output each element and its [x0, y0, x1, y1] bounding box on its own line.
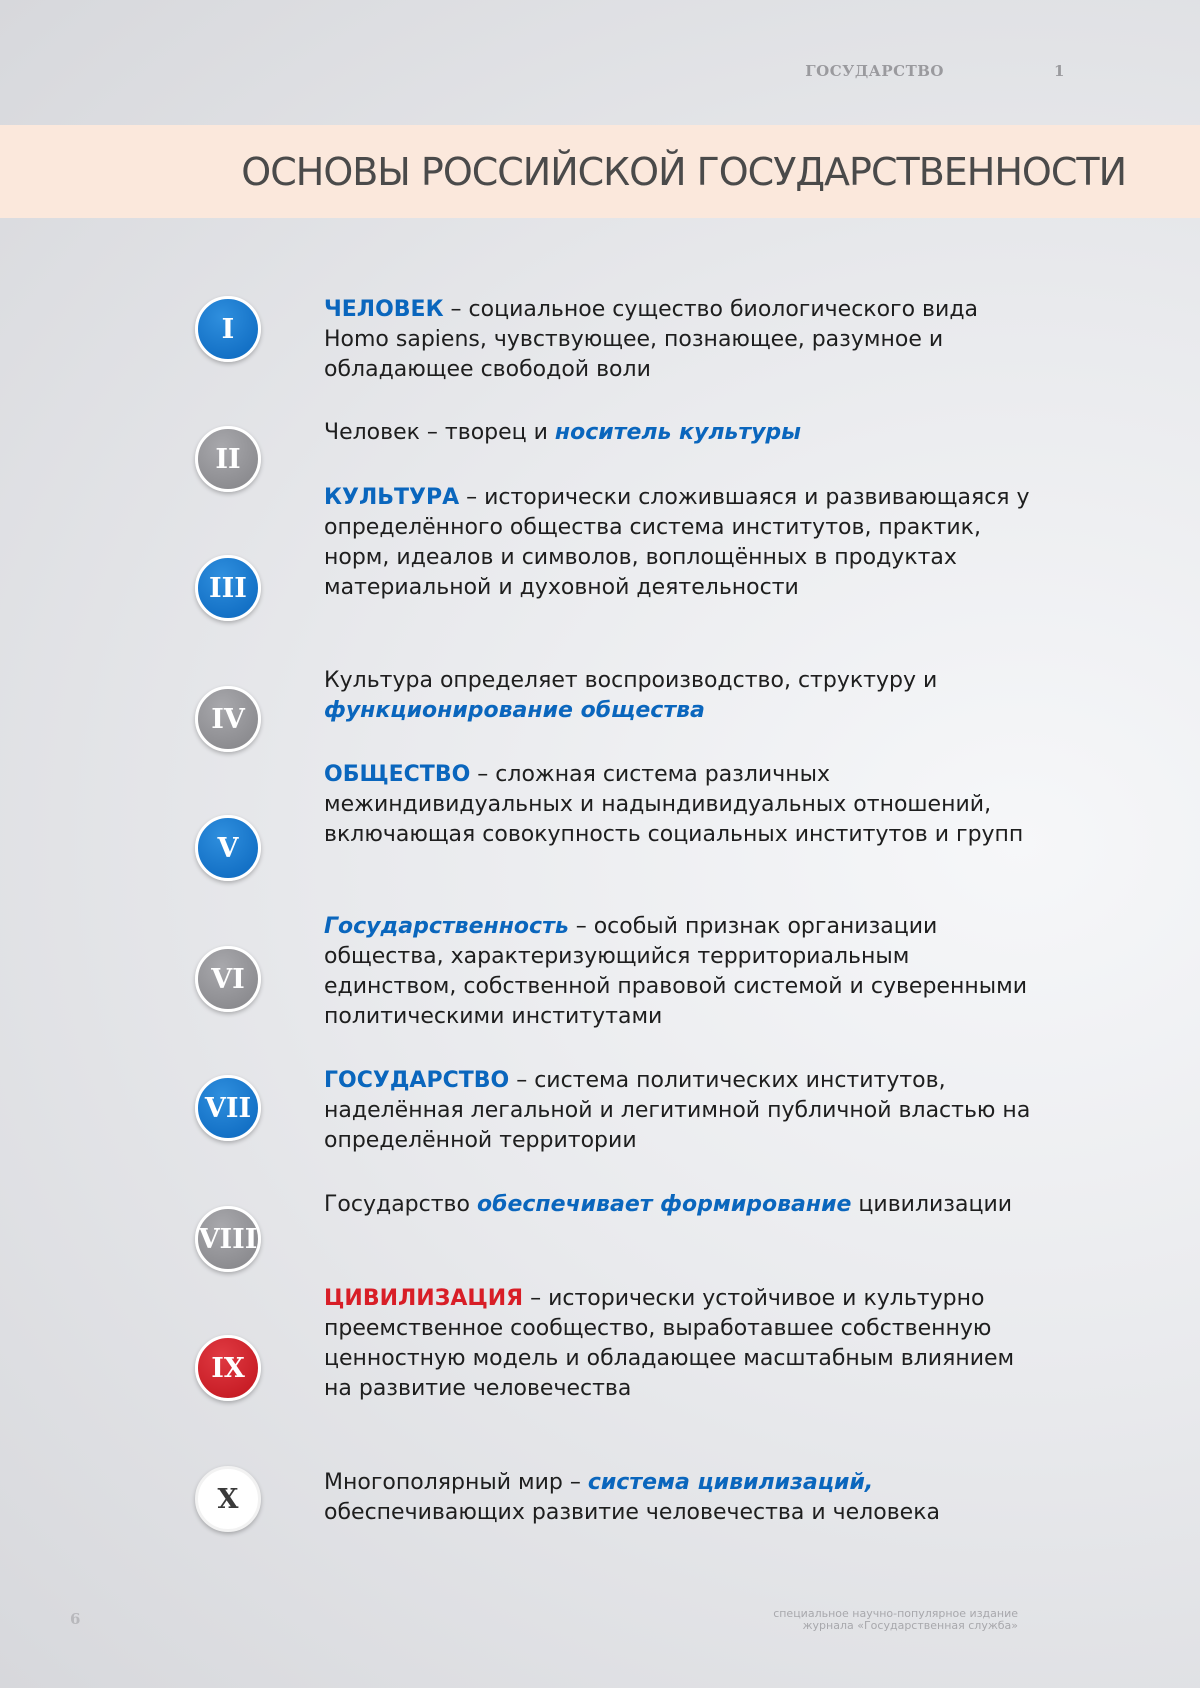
numeral-badge-9: IX — [195, 1335, 261, 1401]
item-text-5 — [324, 760, 1044, 850]
numeral-badge-3: III — [195, 555, 261, 621]
item-emphasis-10: система цивилизаций, — [587, 1470, 874, 1495]
item-text-6 — [324, 912, 1044, 1032]
numeral-badge-4: IV — [195, 686, 261, 752]
numeral-badge-6: VI — [195, 946, 261, 1012]
numeral-badge-8: VIII — [195, 1206, 261, 1272]
item-keyword-7: ГОСУДАРСТВО — [324, 1068, 510, 1093]
numeral-badge-5: V — [195, 815, 261, 881]
item-text-8 — [324, 1190, 1044, 1220]
item-text-7 — [324, 1066, 1044, 1156]
page-title: ОСНОВЫ РОССИЙСКОЙ ГОСУДАРСТВЕННОСТИ — [241, 150, 1126, 194]
item-text-10 — [324, 1468, 1044, 1528]
item-text-3 — [324, 483, 1044, 603]
item-keyword-6: Государственность — [324, 914, 569, 939]
item-text-1 — [324, 295, 1044, 385]
item-keyword-1: ЧЕЛОВЕК — [324, 297, 444, 322]
item-emphasis-8: обеспечивает формирование — [476, 1192, 852, 1217]
item-definition-5: – сложная система различных межиндивидуальных и надындивидуальных отношений, включающая совокупность социальных институтов и групп — [324, 762, 1024, 847]
item-lead-text-4: Культура определяет воспроизводство, структуру и — [324, 668, 938, 693]
page-number: 6 — [70, 1610, 81, 1628]
item-lead-text-10: Многополярный мир – — [324, 1470, 588, 1495]
item-keyword-3: КУЛЬТУРА — [324, 485, 460, 510]
item-definition-6: – особый признак организации общества, характеризующийся территориальным единством, собственной правовой системой и суверенными политическими институтами — [324, 914, 1028, 1029]
numeral-badge-10: X — [195, 1466, 261, 1532]
publication-info — [773, 1608, 1018, 1632]
item-text-4 — [324, 666, 1044, 726]
item-lead-text-2: Человек – творец и — [324, 420, 555, 445]
item-keyword-5: ОБЩЕСТВО — [324, 762, 471, 787]
item-definition-9: – исторически устойчивое и культурно преемственное сообщество, выработавшее собственную ценностную модель и обладающее масштабным влиянием на развитие человечества — [324, 1286, 1015, 1401]
publication-line-2: журнала «Государственная служба» — [802, 1619, 1018, 1632]
item-emphasis-4: функционирование общества — [324, 698, 705, 723]
item-keyword-9: ЦИВИЛИЗАЦИЯ — [324, 1286, 524, 1311]
item-trail-text-8: цивилизации — [851, 1192, 1013, 1217]
numeral-badge-1: I — [195, 296, 261, 362]
running-header-section: ГОСУДАРСТВО — [805, 62, 944, 80]
running-header-number: 1 — [1054, 62, 1065, 80]
item-text-9 — [324, 1284, 1044, 1404]
numeral-badge-7: VII — [195, 1075, 261, 1141]
item-trail-text-10: обеспечивающих развитие человечества и человека — [324, 1500, 940, 1525]
item-lead-text-8: Государство — [324, 1192, 477, 1217]
numeral-badge-2: II — [195, 426, 261, 492]
item-definition-3: – исторически сложившаяся и развивающаяся у определённого общества система институтов, практик, норм, идеалов и символов, воплощённых в продуктах материальной и духовной деятельности — [324, 485, 1030, 600]
item-definition-1: – социальное существо биологического вида Homo sapiens, чувствующее, познающее, разумное и обладающее свободой воли — [324, 297, 979, 382]
publication-line-1: специальное научно-популярное издание — [773, 1607, 1018, 1620]
item-text-2 — [324, 418, 1044, 448]
item-emphasis-2: носитель культуры — [554, 420, 802, 445]
item-definition-7: – система политических институтов, наделённая легальной и легитимной публичной властью на определённой территории — [324, 1068, 1031, 1153]
